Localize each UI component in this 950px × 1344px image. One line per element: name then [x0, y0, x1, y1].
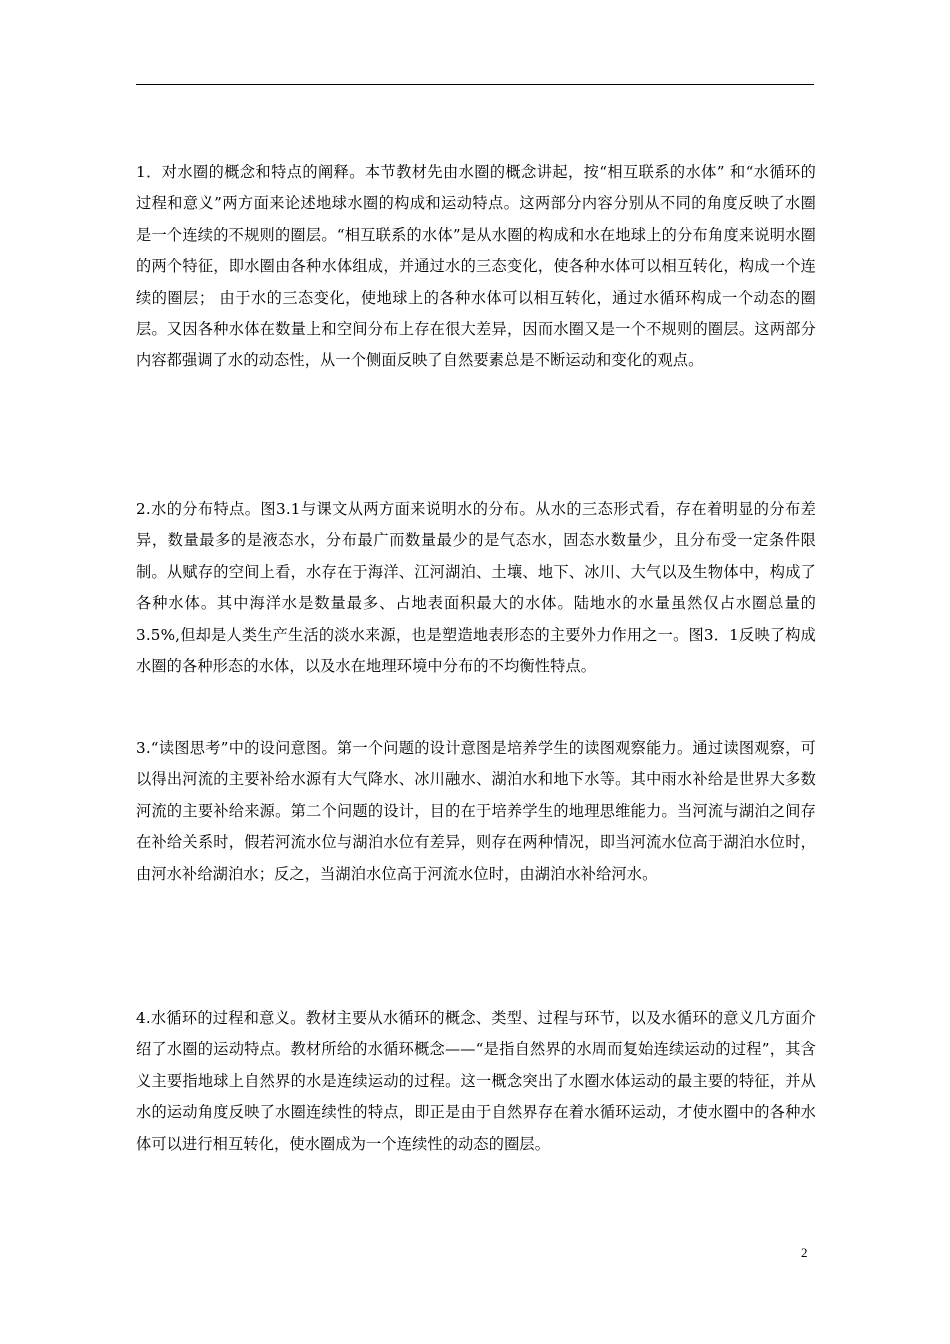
- paragraph-3: 3.“读图思考”中的设问意图。第一个问题的设计意图是培养学生的读图观察能力。通过读图观察，可以得出河流的主要补给水源有大气降水、冰川融水、湖泊水和地下水等。其中雨水补给是世界大多数河流的主要补给来源。第二个问题的设计，目的在于培养学生的地理思维能力。当河流与湖泊之间存在补给关系时，假若河流水位与湖泊水位有差异，则存在两种情况，即当河流水位高于湖泊水位时，由河水补给湖泊水；反之，当湖泊水位高于河流水位时，由湖泊水补给河水。: [136, 739, 816, 883]
- paragraph-4: 4.水循环的过程和意义。教材主要从水循环的概念、类型、过程与环节，以及水循环的意义几方面介绍了水圈的运动特点。教材所给的水循环概念——“是指自然界的水周而复始连续运动的过程”，其含义主要指地球上自然界的水是连续运动的过程。这一概念突出了水圈水体运动的最主要的特征，并从水的运动角度反映了水圈连续性的特点，即正是由于自然界存在着水循环运动，才使水圈中的各种水体可以进行相互转化，使水圈成为一个连续性的动态的圈层。: [136, 1009, 816, 1153]
- paragraph-2: 2.水的分布特点。图3.1与课文从两方面来说明水的分布。从水的三态形式看，存在着明显的分布差异，数量最多的是液态水，分布最广而数量最少的是气态水，固态水数量少，且分布受一定条件限制。从赋存的空间上看，水存在于海洋、江河湖泊、土壤、地下、冰川、大气以及生物体中，构成了各种水体。其中海洋水是数量最多、占地表面积最大的水体。陆地水的水量虽然仅占水圈总量的3.5%,但却是人类生产生活的淡水来源，也是塑造地表形态的主要外力作用之一。图3．1反映了构成水圈的各种形态的水体，以及水在地理环境中分布的不均衡性特点。: [136, 500, 816, 676]
- paragraph-1: 1．对水圈的概念和特点的阐释。本节教材先由水圈的概念讲起，按“相互联系的水体” 和“水循环的过程和意义”两方面来论述地球水圈的构成和运动特点。这两部分内容分别从不同的角度反映了水圈是一个连续的不规则的圈层。“相互联系的水体”是从水圈的构成和水在地球上的分布角度来说明水圈的两个特征，即水圈由各种水体组成，并通过水的三态变化，使各种水体可以相互转化，构成一个连续的圈层； 由于水的三态变化，使地球上的各种水体可以相互转化，通过水循环构成一个动态的圈层。又因各种水体在数量上和空间分布上存在很大差异，因而水圈又是一个不规则的圈层。这两部分内容都强调了水的动态性，从一个侧面反映了自然要素总是不断运动和变化的观点。: [136, 163, 816, 370]
- page-number: 2: [801, 1245, 808, 1260]
- header-rule: [136, 84, 814, 85]
